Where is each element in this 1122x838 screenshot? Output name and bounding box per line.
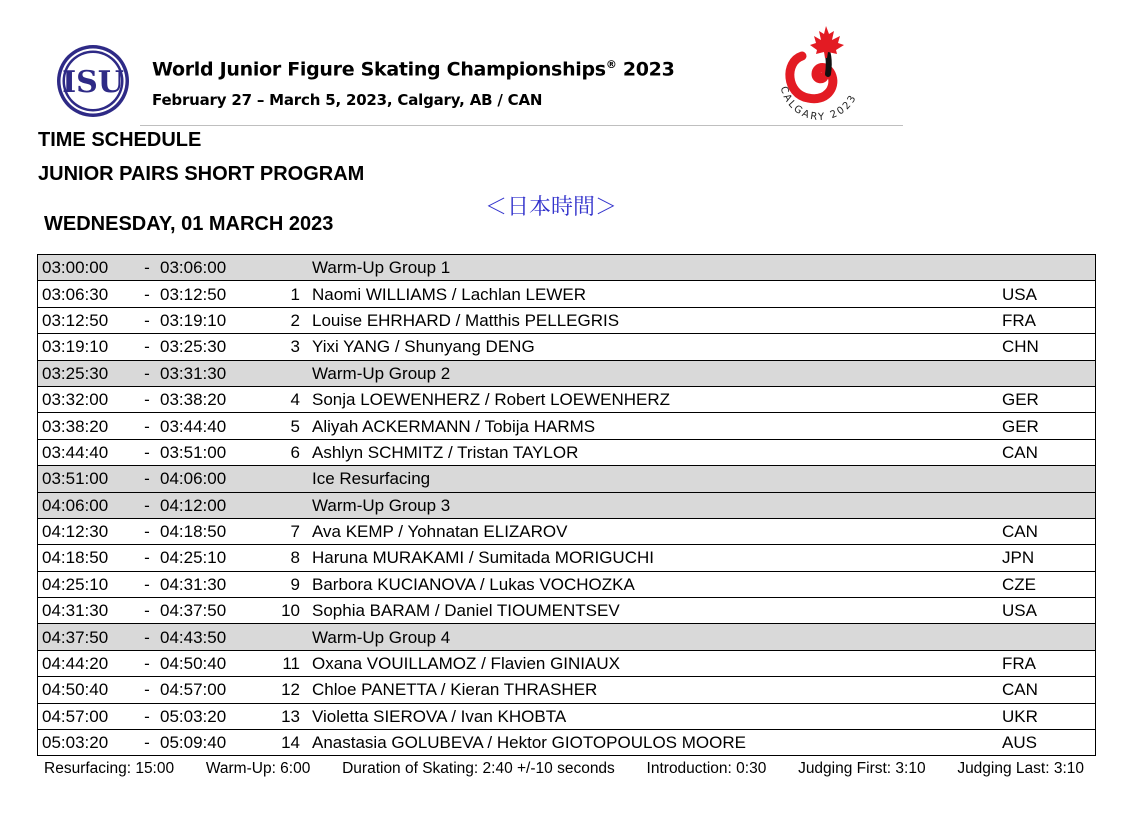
start-time: 03:32:00 — [38, 386, 139, 412]
end-time: 04:06:00 — [156, 466, 258, 492]
nation-code: CZE — [1000, 571, 1096, 597]
segment-title: JUNIOR PAIRS SHORT PROGRAM — [38, 163, 365, 185]
end-time: 04:43:50 — [156, 624, 258, 650]
nation-code: FRA — [1000, 650, 1096, 676]
pair-name: Violetta SIEROVA / Ivan KHOBTA — [308, 703, 1000, 729]
starting-number — [258, 466, 308, 492]
start-time: 03:51:00 — [38, 466, 139, 492]
event-dates: February 27 – March 5, 2023, Calgary, AB / CAN — [152, 91, 543, 109]
end-time: 03:51:00 — [156, 439, 258, 465]
schedule-row — [38, 307, 1096, 333]
end-time: 04:18:50 — [156, 518, 258, 544]
end-time: 03:25:30 — [156, 334, 258, 360]
start-time: 03:38:20 — [38, 413, 139, 439]
time-separator: - — [138, 386, 156, 412]
isu-logo-text: ISU — [62, 65, 124, 100]
schedule-row-break — [38, 360, 1096, 386]
pair-name: Haruna MURAKAMI / Sumitada MORIGUCHI — [308, 545, 1000, 571]
event-title-text: World Junior Figure Skating Championships — [152, 58, 606, 81]
pair-name: Ashlyn SCHMITZ / Tristan TAYLOR — [308, 439, 1000, 465]
time-separator: - — [138, 571, 156, 597]
end-time: 05:09:40 — [156, 730, 258, 756]
nation-code: JPN — [1000, 545, 1096, 571]
schedule-row — [38, 518, 1096, 544]
time-separator: - — [138, 360, 156, 386]
time-separator: - — [138, 677, 156, 703]
starting-number: 6 — [258, 439, 308, 465]
nation-code: AUS — [1000, 730, 1096, 756]
nation-code: CAN — [1000, 677, 1096, 703]
start-time: 04:31:30 — [38, 598, 139, 624]
registered-mark: ® — [605, 58, 617, 71]
start-time: 04:37:50 — [38, 624, 139, 650]
end-time: 03:12:50 — [156, 281, 258, 307]
start-time: 05:03:20 — [38, 730, 139, 756]
time-separator: - — [138, 730, 156, 756]
time-separator: - — [138, 439, 156, 465]
schedule-row — [38, 730, 1096, 756]
start-time: 04:12:30 — [38, 518, 139, 544]
starting-number: 14 — [258, 730, 308, 756]
footer-duration: Duration of Skating: 2:40 +/-10 seconds — [342, 760, 615, 777]
end-time: 04:50:40 — [156, 650, 258, 676]
time-separator: - — [138, 413, 156, 439]
pair-name: Warm-Up Group 2 — [308, 360, 1000, 386]
starting-number: 7 — [258, 518, 308, 544]
time-separator: - — [138, 598, 156, 624]
end-time: 04:37:50 — [156, 598, 258, 624]
pair-name: Ava KEMP / Yohnatan ELIZAROV — [308, 518, 1000, 544]
pair-name: Chloe PANETTA / Kieran THRASHER — [308, 677, 1000, 703]
start-time: 04:25:10 — [38, 571, 139, 597]
pair-name: Sonja LOEWENHERZ / Robert LOEWENHERZ — [308, 386, 1000, 412]
schedule-row — [38, 439, 1096, 465]
nation-code: USA — [1000, 598, 1096, 624]
schedule-row-break — [38, 492, 1096, 518]
starting-number: 11 — [258, 650, 308, 676]
start-time: 03:44:40 — [38, 439, 139, 465]
calgary-2023-logo-icon — [770, 22, 870, 128]
time-separator: - — [138, 518, 156, 544]
end-time: 03:06:00 — [156, 255, 258, 281]
starting-number — [258, 255, 308, 281]
pair-name: Yixi YANG / Shunyang DENG — [308, 334, 1000, 360]
time-separator: - — [138, 492, 156, 518]
pair-name: Aliyah ACKERMANN / Tobija HARMS — [308, 413, 1000, 439]
schedule-row — [38, 334, 1096, 360]
starting-number: 4 — [258, 386, 308, 412]
end-time: 04:25:10 — [156, 545, 258, 571]
nation-code: GER — [1000, 386, 1096, 412]
time-separator: - — [138, 703, 156, 729]
schedule-date: WEDNESDAY, 01 MARCH 2023 — [44, 213, 334, 235]
schedule-row — [38, 677, 1096, 703]
end-time: 04:12:00 — [156, 492, 258, 518]
nation-code — [1000, 492, 1096, 518]
nation-code — [1000, 624, 1096, 650]
time-separator: - — [138, 307, 156, 333]
starting-number: 8 — [258, 545, 308, 571]
starting-number: 5 — [258, 413, 308, 439]
footer-resurfacing: Resurfacing: 15:00 — [44, 760, 175, 777]
time-separator: - — [138, 650, 156, 676]
pair-name: Oxana VOUILLAMOZ / Flavien GINIAUX — [308, 650, 1000, 676]
footer-judging-last: Judging Last: 3:10 — [957, 760, 1084, 777]
starting-number — [258, 492, 308, 518]
nation-code — [1000, 255, 1096, 281]
pair-name: Warm-Up Group 3 — [308, 492, 1000, 518]
start-time: 03:06:30 — [38, 281, 139, 307]
nation-code: GER — [1000, 413, 1096, 439]
calgary-logo-text — [778, 85, 860, 123]
nation-code — [1000, 360, 1096, 386]
schedule-row — [38, 386, 1096, 412]
end-time: 03:38:20 — [156, 386, 258, 412]
footer-warmup: Warm-Up: 6:00 — [205, 760, 311, 777]
start-time: 04:18:50 — [38, 545, 139, 571]
pair-name: Sophia BARAM / Daniel TIOUMENTSEV — [308, 598, 1000, 624]
schedule-row-break — [38, 624, 1096, 650]
schedule-table — [37, 254, 1096, 756]
end-time: 05:03:20 — [156, 703, 258, 729]
pair-name: Warm-Up Group 1 — [308, 255, 1000, 281]
start-time: 03:12:50 — [38, 307, 139, 333]
schedule-row — [38, 413, 1096, 439]
end-time: 04:31:30 — [156, 571, 258, 597]
schedule-row — [38, 281, 1096, 307]
time-separator: - — [138, 624, 156, 650]
pair-name: Barbora KUCIANOVA / Lukas VOCHOZKA — [308, 571, 1000, 597]
time-schedule-heading: TIME SCHEDULE — [38, 129, 202, 151]
time-separator: - — [138, 281, 156, 307]
footer-introduction: Introduction: 0:30 — [646, 760, 767, 777]
pair-name: Warm-Up Group 4 — [308, 624, 1000, 650]
starting-number: 12 — [258, 677, 308, 703]
schedule-row-break — [38, 255, 1096, 281]
nation-code — [1000, 466, 1096, 492]
start-time: 03:00:00 — [38, 255, 139, 281]
pair-name: Ice Resurfacing — [308, 466, 1000, 492]
jst-note: ＜日本時間＞ — [485, 195, 618, 220]
end-time: 04:57:00 — [156, 677, 258, 703]
starting-number: 1 — [258, 281, 308, 307]
starting-number: 10 — [258, 598, 308, 624]
nation-code: FRA — [1000, 307, 1096, 333]
schedule-row — [38, 650, 1096, 676]
pair-name: Anastasia GOLUBEVA / Hektor GIOTOPOULOS MOORE — [308, 730, 1000, 756]
schedule-row — [38, 598, 1096, 624]
schedule-body — [38, 255, 1096, 756]
end-time: 03:19:10 — [156, 307, 258, 333]
start-time: 03:25:30 — [38, 360, 139, 386]
nation-code: USA — [1000, 281, 1096, 307]
event-title — [152, 58, 675, 80]
calgary-logo-arc-text: CALGARY 2023 — [777, 85, 860, 124]
start-time: 04:06:00 — [38, 492, 139, 518]
schedule-row — [38, 703, 1096, 729]
time-separator: - — [138, 255, 156, 281]
nation-code: CAN — [1000, 518, 1096, 544]
schedule-row — [38, 545, 1096, 571]
starting-number — [258, 360, 308, 386]
nation-code: CHN — [1000, 334, 1096, 360]
time-separator: - — [138, 466, 156, 492]
nation-code: UKR — [1000, 703, 1096, 729]
event-year: 2023 — [616, 58, 675, 81]
footer-judging-first: Judging First: 3:10 — [798, 760, 926, 777]
footer-notes — [44, 760, 1084, 778]
end-time: 03:44:40 — [156, 413, 258, 439]
start-time: 04:57:00 — [38, 703, 139, 729]
pair-name: Louise EHRHARD / Matthis PELLEGRIS — [308, 307, 1000, 333]
nation-code: CAN — [1000, 439, 1096, 465]
isu-logo-icon — [55, 43, 131, 119]
starting-number: 2 — [258, 307, 308, 333]
pair-name: Naomi WILLIAMS / Lachlan LEWER — [308, 281, 1000, 307]
starting-number: 9 — [258, 571, 308, 597]
time-separator: - — [138, 334, 156, 360]
starting-number — [258, 624, 308, 650]
starting-number: 13 — [258, 703, 308, 729]
start-time: 04:50:40 — [38, 677, 139, 703]
start-time: 03:19:10 — [38, 334, 139, 360]
start-time: 04:44:20 — [38, 650, 139, 676]
end-time: 03:31:30 — [156, 360, 258, 386]
schedule-row — [38, 571, 1096, 597]
time-separator: - — [138, 545, 156, 571]
starting-number: 3 — [258, 334, 308, 360]
header-divider — [140, 125, 903, 126]
schedule-row-break — [38, 466, 1096, 492]
